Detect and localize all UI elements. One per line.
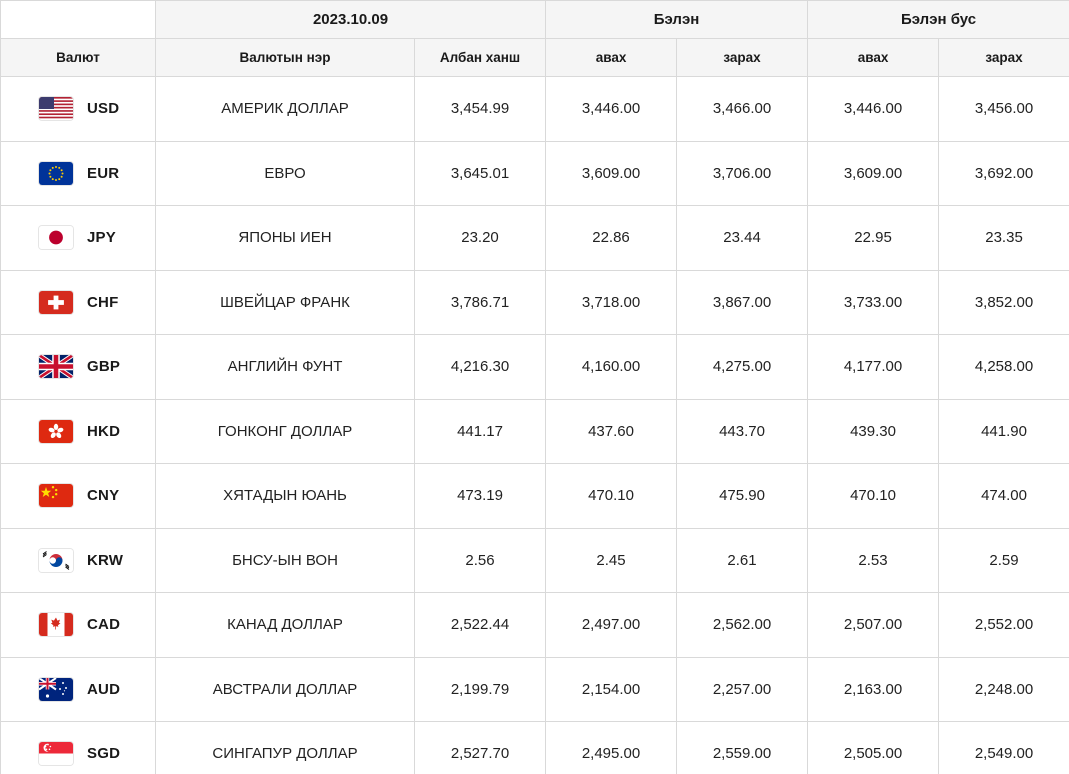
currency-code: JPY <box>87 229 116 247</box>
table-row <box>1 722 1069 774</box>
table-row <box>1 335 1069 400</box>
flag-china-icon <box>39 484 73 507</box>
currency-cell <box>1 593 156 658</box>
cash-sell-rate: 443.70 <box>677 399 808 464</box>
table-row <box>1 270 1069 335</box>
noncash-sell-rate: 3,456.00 <box>939 77 1069 142</box>
currency-cell <box>1 335 156 400</box>
currency-name: ЕВРО <box>156 141 415 206</box>
header-currency-name: Валютын нэр <box>156 39 415 77</box>
table-row <box>1 77 1069 142</box>
flag-uk-icon <box>39 355 73 378</box>
cash-buy-rate: 437.60 <box>546 399 677 464</box>
table-row <box>1 141 1069 206</box>
official-rate: 3,454.99 <box>415 77 546 142</box>
header-currency: Валют <box>1 39 156 77</box>
cash-sell-rate: 2,562.00 <box>677 593 808 658</box>
table-row <box>1 593 1069 658</box>
currency-name: ЯПОНЫ ИЕН <box>156 206 415 271</box>
currency-cell <box>1 141 156 206</box>
table-row <box>1 464 1069 529</box>
currency-code: CNY <box>87 487 120 505</box>
currency-name: КАНАД ДОЛЛАР <box>156 593 415 658</box>
currency-name: ХЯТАДЫН ЮАНЬ <box>156 464 415 529</box>
noncash-buy-rate: 2,505.00 <box>808 722 939 774</box>
cash-sell-rate: 4,275.00 <box>677 335 808 400</box>
noncash-buy-rate: 3,609.00 <box>808 141 939 206</box>
noncash-sell-rate: 2,552.00 <box>939 593 1069 658</box>
currency-name: СИНГАПУР ДОЛЛАР <box>156 722 415 774</box>
currency-name: АМЕРИК ДОЛЛАР <box>156 77 415 142</box>
noncash-sell-rate: 2,248.00 <box>939 657 1069 722</box>
header-row-groups <box>1 1 1069 39</box>
noncash-sell-rate: 4,258.00 <box>939 335 1069 400</box>
official-rate: 2,199.79 <box>415 657 546 722</box>
cash-sell-rate: 2.61 <box>677 528 808 593</box>
currency-cell <box>1 657 156 722</box>
flag-singapore-icon <box>39 742 73 765</box>
currency-code: KRW <box>87 551 124 569</box>
noncash-sell-rate: 3,692.00 <box>939 141 1069 206</box>
cash-buy-rate: 3,718.00 <box>546 270 677 335</box>
header-row-columns <box>1 39 1069 77</box>
header-official-rate: Албан ханш <box>415 39 546 77</box>
currency-code: AUD <box>87 680 121 698</box>
flag-usa-icon <box>39 97 73 120</box>
flag-hongkong-icon <box>39 420 73 443</box>
official-rate: 23.20 <box>415 206 546 271</box>
noncash-sell-rate: 23.35 <box>939 206 1069 271</box>
cash-buy-rate: 2,497.00 <box>546 593 677 658</box>
currency-cell <box>1 77 156 142</box>
cash-sell-rate: 475.90 <box>677 464 808 529</box>
currency-code: GBP <box>87 358 121 376</box>
table-row <box>1 206 1069 271</box>
header-cash-sell: зарах <box>677 39 808 77</box>
table-row <box>1 399 1069 464</box>
currency-name: ШВЕЙЦАР ФРАНК <box>156 270 415 335</box>
header-noncash-sell: зарах <box>939 39 1069 77</box>
currency-code: USD <box>87 100 120 118</box>
cash-sell-rate: 2,559.00 <box>677 722 808 774</box>
noncash-buy-rate: 2,163.00 <box>808 657 939 722</box>
noncash-sell-rate: 3,852.00 <box>939 270 1069 335</box>
noncash-buy-rate: 3,446.00 <box>808 77 939 142</box>
cash-sell-rate: 3,706.00 <box>677 141 808 206</box>
cash-buy-rate: 470.10 <box>546 464 677 529</box>
currency-code: HKD <box>87 422 121 440</box>
official-rate: 4,216.30 <box>415 335 546 400</box>
header-blank-left <box>1 1 156 39</box>
header-group-cash: Бэлэн <box>546 1 808 39</box>
currency-code: CHF <box>87 293 119 311</box>
table-row <box>1 528 1069 593</box>
official-rate: 3,645.01 <box>415 141 546 206</box>
noncash-sell-rate: 441.90 <box>939 399 1069 464</box>
currency-name: АВСТРАЛИ ДОЛЛАР <box>156 657 415 722</box>
currency-code: EUR <box>87 164 120 182</box>
flag-switzerland-icon <box>39 291 73 314</box>
cash-buy-rate: 22.86 <box>546 206 677 271</box>
cash-buy-rate: 3,446.00 <box>546 77 677 142</box>
currency-code: CAD <box>87 616 121 634</box>
header-group-noncash: Бэлэн бус <box>808 1 1069 39</box>
currency-cell <box>1 464 156 529</box>
table-row <box>1 657 1069 722</box>
cash-buy-rate: 2.45 <box>546 528 677 593</box>
cash-buy-rate: 2,154.00 <box>546 657 677 722</box>
flag-canada-icon <box>39 613 73 636</box>
currency-cell <box>1 528 156 593</box>
noncash-buy-rate: 4,177.00 <box>808 335 939 400</box>
official-rate: 2,522.44 <box>415 593 546 658</box>
flag-australia-icon <box>39 678 73 701</box>
noncash-buy-rate: 439.30 <box>808 399 939 464</box>
noncash-buy-rate: 470.10 <box>808 464 939 529</box>
flag-southkorea-icon <box>39 549 73 572</box>
currency-name: ГОНКОНГ ДОЛЛАР <box>156 399 415 464</box>
official-rate: 2.56 <box>415 528 546 593</box>
official-rate: 3,786.71 <box>415 270 546 335</box>
cash-buy-rate: 2,495.00 <box>546 722 677 774</box>
noncash-buy-rate: 2.53 <box>808 528 939 593</box>
currency-cell <box>1 206 156 271</box>
noncash-buy-rate: 2,507.00 <box>808 593 939 658</box>
table-header <box>1 1 1069 77</box>
flag-eu-icon <box>39 162 73 185</box>
noncash-sell-rate: 474.00 <box>939 464 1069 529</box>
header-date: 2023.10.09 <box>156 1 546 39</box>
official-rate: 2,527.70 <box>415 722 546 774</box>
currency-cell <box>1 399 156 464</box>
flag-japan-icon <box>39 226 73 249</box>
cash-sell-rate: 2,257.00 <box>677 657 808 722</box>
noncash-buy-rate: 3,733.00 <box>808 270 939 335</box>
official-rate: 441.17 <box>415 399 546 464</box>
currency-name: АНГЛИЙН ФУНТ <box>156 335 415 400</box>
cash-buy-rate: 3,609.00 <box>546 141 677 206</box>
cash-sell-rate: 3,466.00 <box>677 77 808 142</box>
cash-sell-rate: 3,867.00 <box>677 270 808 335</box>
official-rate: 473.19 <box>415 464 546 529</box>
currency-name: БНСУ-ЫН ВОН <box>156 528 415 593</box>
noncash-buy-rate: 22.95 <box>808 206 939 271</box>
noncash-sell-rate: 2.59 <box>939 528 1069 593</box>
cash-buy-rate: 4,160.00 <box>546 335 677 400</box>
header-noncash-buy: авах <box>808 39 939 77</box>
currency-cell <box>1 270 156 335</box>
currency-cell <box>1 722 156 774</box>
currency-code: SGD <box>87 745 121 763</box>
header-cash-buy: авах <box>546 39 677 77</box>
table-body <box>1 77 1069 774</box>
noncash-sell-rate: 2,549.00 <box>939 722 1069 774</box>
cash-sell-rate: 23.44 <box>677 206 808 271</box>
